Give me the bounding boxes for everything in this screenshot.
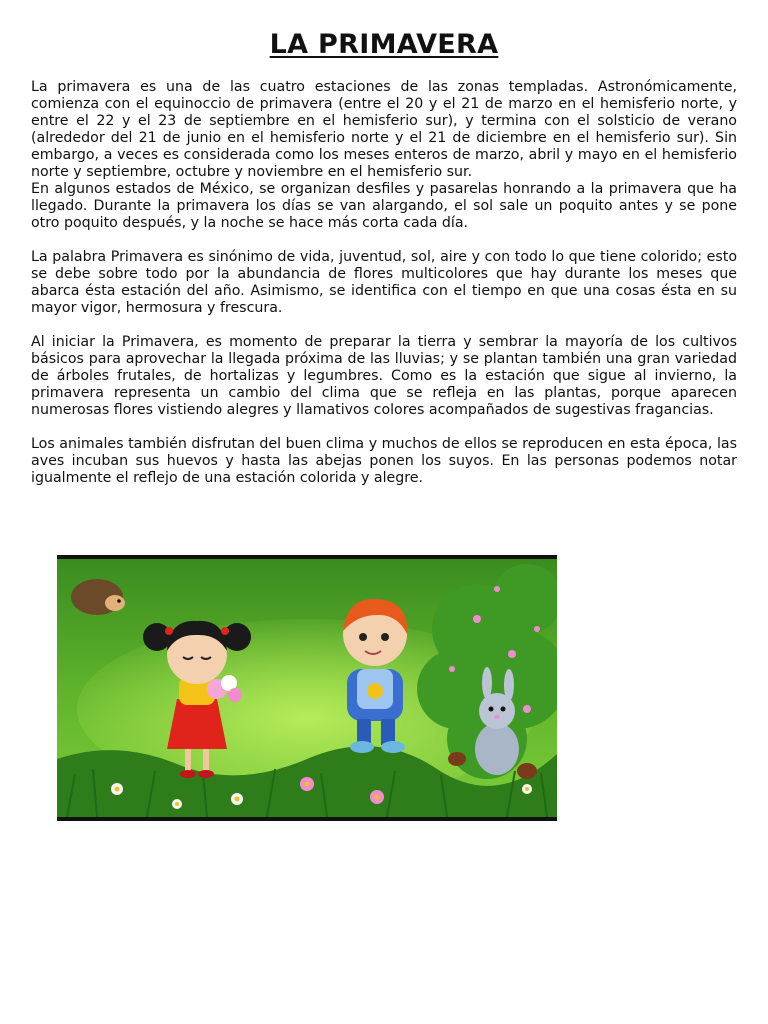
spring-scene-image <box>57 559 557 817</box>
paragraph-4: Al iniciar la Primavera, es momento de preparar la tierra y sembrar la mayoría de los cultivos básicos para aprovechar la llegada próxima de las lluvias; y se plantan también una gran variedad de árboles frutales, de hortalizas y legumbres. Como es la estación que sigue al invierno, la primavera representa un cambio del clima que se refleja en las plantas, porque aparecen numerosas flores vistiendo alegres y llamativos colores acompañados de sugestivas fragancias. <box>31 334 737 418</box>
spring-illustration <box>57 555 557 821</box>
body-text <box>31 79 737 487</box>
page-title: LA PRIMAVERA <box>269 29 499 60</box>
paragraph-3: La palabra Primavera es sinónimo de vida, juventud, sol, aire y con todo lo que tiene colorido; esto se debe sobre todo por la abundancia de flores multicolores que hay durante los meses que abarca ésta estación del año. Asimismo, se identifica con el tiempo en que una cosas ésta en su mayor vigor, hermosura y frescura. <box>31 249 737 316</box>
paragraph-2: En algunos estados de México, se organizan desfiles y pasarelas honrando a la primavera que ha llegado. Durante la primavera los días se van alargando, el sol sale un poquito antes y se pone otro poquito después, y la noche se hace más corta cada día. <box>31 181 737 231</box>
paragraph-5: Los animales también disfrutan del buen clima y muchos de ellos se reproducen en esta época, las aves incuban sus huevos y hasta las abejas ponen los suyos. En las personas podemos notar igualmente el reflejo de una estación colorida y alegre. <box>31 436 737 486</box>
paragraph-1: La primavera es una de las cuatro estaciones de las zonas templadas. Astronómicamente, comienza con el equinoccio de primavera (entre el 20 y el 21 de marzo en el hemisferio norte, y entre el 22 y el 23 de septiembre en el hemisferio sur), y termina con el solsticio de verano (alrededor del 21 de junio en el hemisferio norte y el 21 de diciembre en el hemisferio sur). Sin embargo, a veces es considerada como los meses enteros de marzo, abril y mayo en el hemisferio norte y septiembre, octubre y noviembre en el hemisferio sur. <box>31 79 737 180</box>
